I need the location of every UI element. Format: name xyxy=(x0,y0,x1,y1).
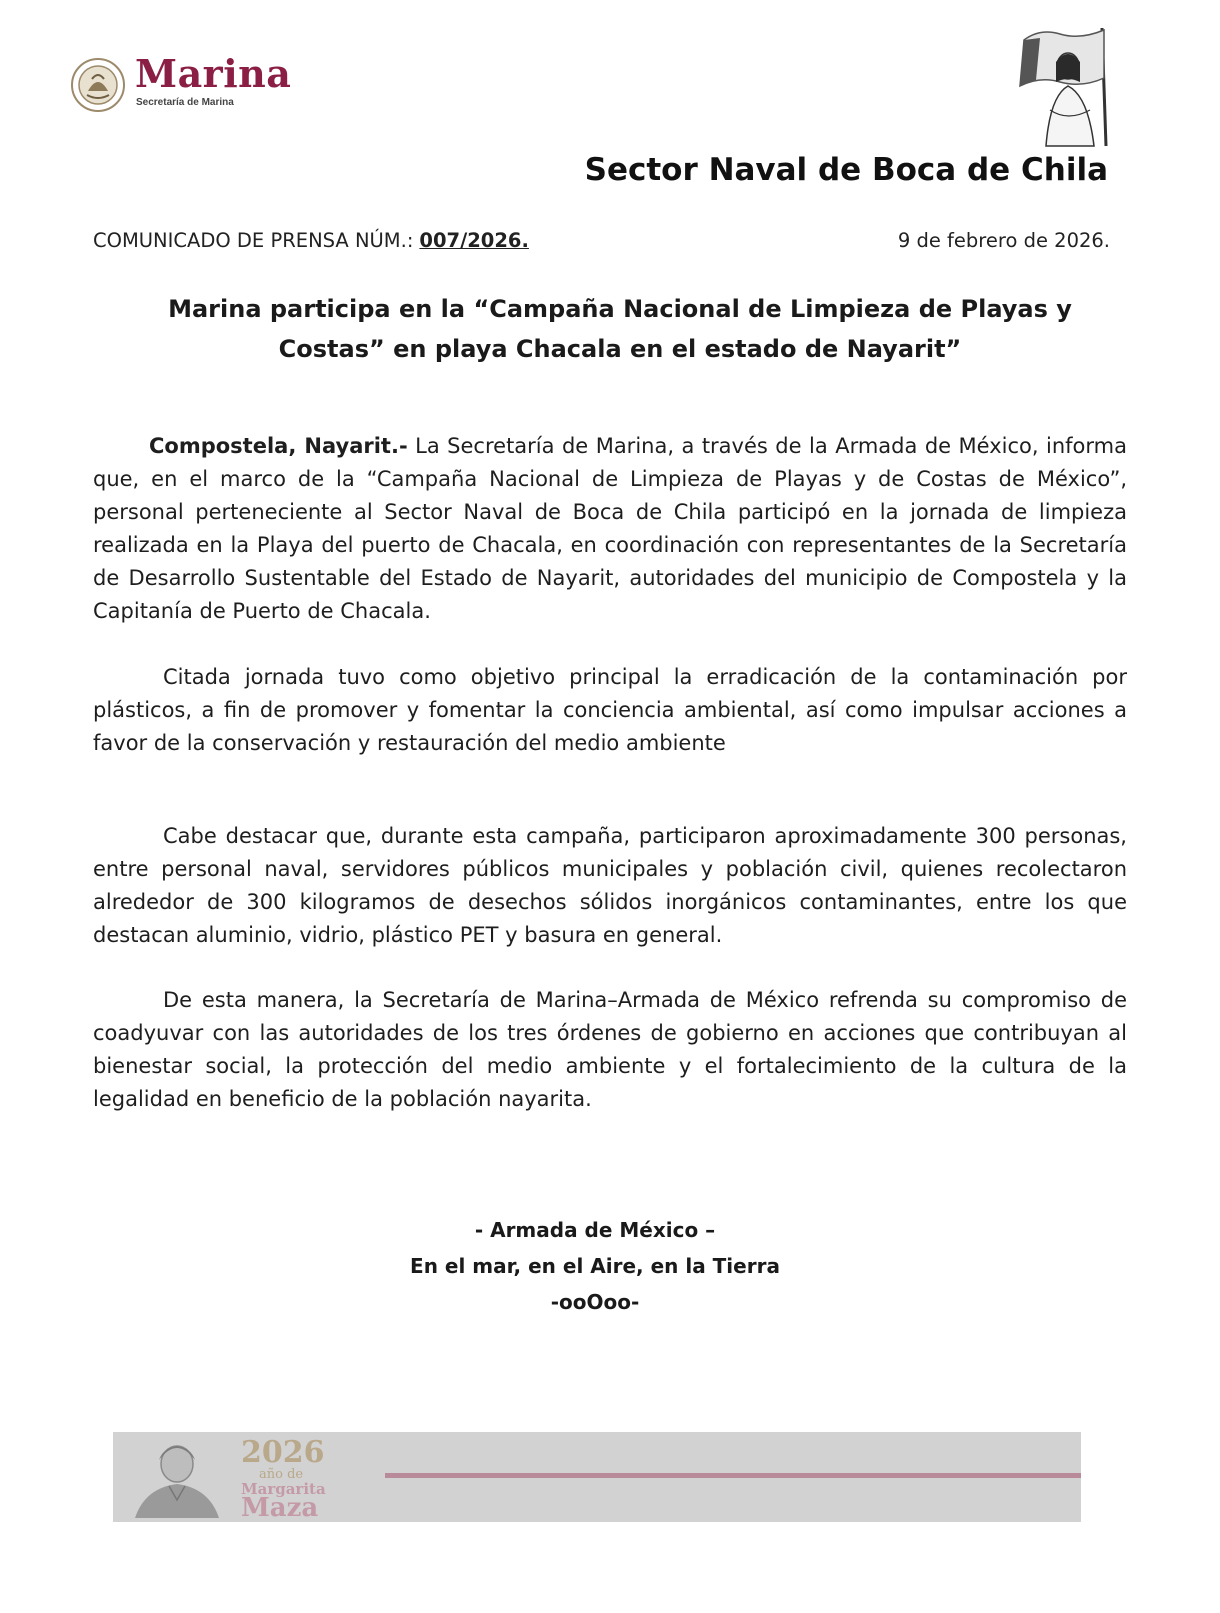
paragraph-3: Cabe destacar que, durante esta campaña, participaron aproximadamente 300 personas, entre personal naval, servidores públicos municipales y población civil, quienes recolectaron alrededor de 300 kilogramos de desechos sólidos inorgánicos contaminantes, entre los que destacan aluminio, vidrio, plástico PET y basura en general. xyxy=(93,824,1127,947)
closing-motto: En el mar, en el Aire, en la Tierra xyxy=(410,1254,780,1278)
closing-armada: - Armada de México – xyxy=(474,1218,716,1242)
dateline: Compostela, Nayarit.- xyxy=(149,434,408,458)
woman-with-flag-illustration xyxy=(1010,26,1132,148)
paragraph-2: Citada jornada tuvo como objetivo principal la erradicación de la contaminación por plásticos, a fin de promover y fomentar la conciencia ambiental, así como impulsar acciones a favor de la conservación y restauración del medio ambiente xyxy=(93,665,1127,755)
footer-name-last: Maza xyxy=(241,1493,319,1523)
mexico-coat-of-arms-icon xyxy=(70,57,126,113)
paragraph-1-text: La Secretaría de Marina, a través de la Armada de México, informa que, en el marco de la “Campaña Nacional de Limpieza de Playas y de Costas de México”, personal perteneciente al Sector Naval de Boca de Chila participó en la jornada de limpieza realizada en la Playa del puerto de Chacala, en coordinación con representantes de la Secretaría de Desarrollo Sustentable del Estado de Nayarit, autoridades del municipio de Compostela y la Capitanía de Puerto de Chacala. xyxy=(93,434,1127,623)
press-release-title xyxy=(120,289,1120,369)
press-release-number xyxy=(93,229,529,252)
footer-name-first: Margarita xyxy=(241,1480,326,1498)
footer-ano-de: año de xyxy=(259,1467,304,1482)
marina-logo-subtitle: Secretaría de Marina xyxy=(136,97,234,108)
paragraph-1 xyxy=(93,430,1127,628)
press-release-label: COMUNICADO DE PRENSA NÚM.: xyxy=(93,229,414,252)
footer-year: 2026 xyxy=(241,1435,325,1470)
release-date: 9 de febrero de 2026. xyxy=(897,229,1110,252)
paragraph-4: De esta manera, la Secretaría de Marina–Armada de México refrenda su compromiso de coadyuvar con las autoridades de los tres órdenes de gobierno en acciones que contribuyan al bienestar social, la protección del medio ambiente y el fortalecimiento de la cultura de la legalidad en beneficio de la población nayarita. xyxy=(93,988,1127,1111)
title-line-1: Marina participa en la “Campaña Nacional de Limpieza de Playas y xyxy=(168,295,1072,323)
footer-banner xyxy=(113,1432,1081,1522)
margarita-maza-portrait-icon xyxy=(125,1438,225,1518)
footer-divider-line xyxy=(385,1473,1081,1478)
sector-naval-heading: Sector Naval de Boca de Chila xyxy=(584,152,1108,188)
closing-end-mark: -ooOoo- xyxy=(550,1290,640,1314)
press-release-number-value: 007/2026. xyxy=(419,229,529,252)
title-line-2: Costas” en playa Chacala en el estado de Nayarit” xyxy=(278,335,962,363)
marina-logo-wordmark: Marina xyxy=(135,51,292,96)
